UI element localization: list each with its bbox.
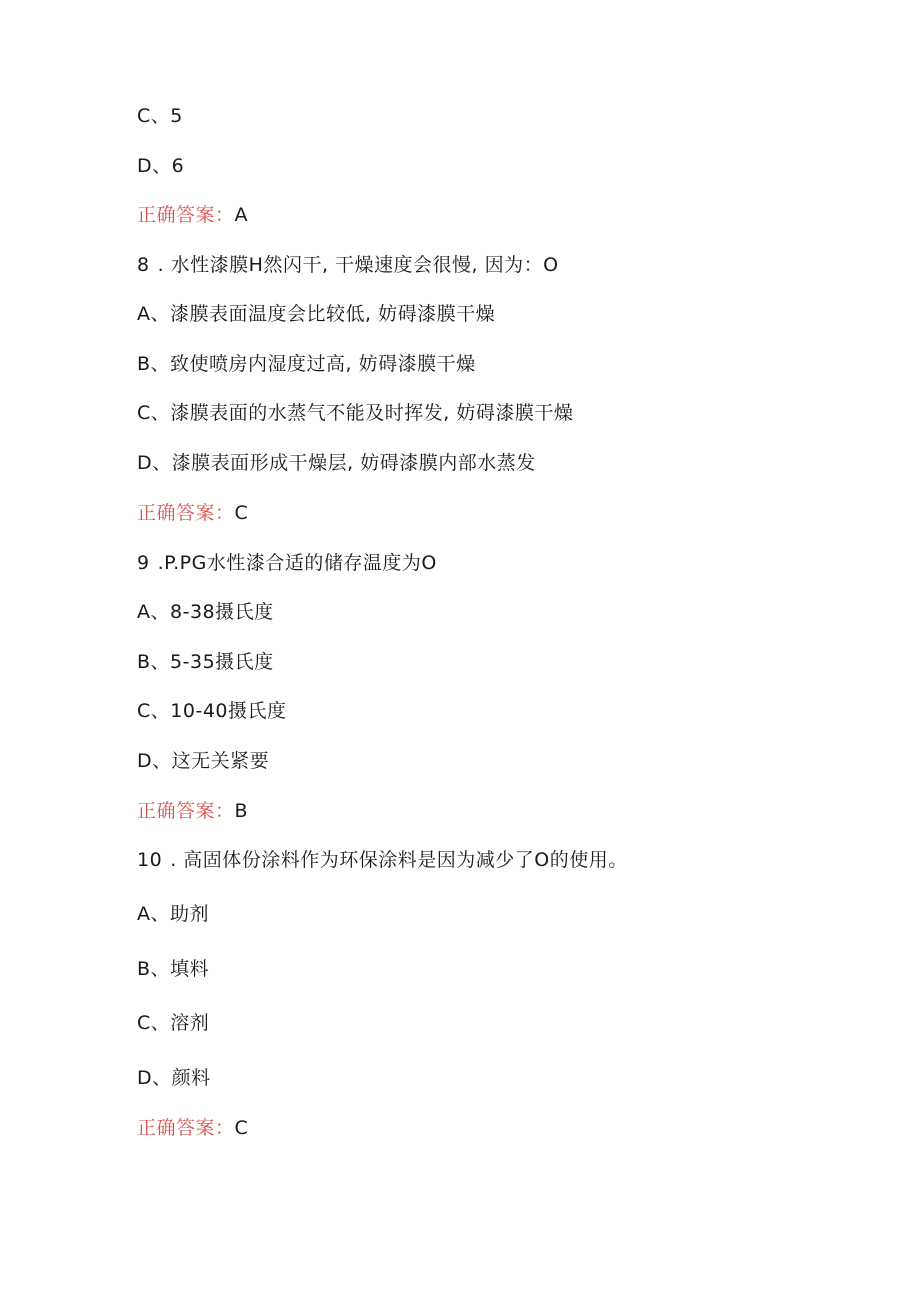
option-letter: D、 — [137, 1067, 172, 1089]
option-text: 这无关紧要 — [171, 750, 270, 772]
option-text: 填料 — [170, 958, 210, 980]
option-letter: B、 — [137, 353, 171, 375]
option-letter: A、 — [137, 303, 170, 325]
answer-value: A — [234, 204, 249, 226]
option-letter: C、 — [137, 402, 171, 424]
q8-option-b — [137, 352, 476, 376]
option-letter: A、 — [137, 601, 170, 623]
q10-option-b — [137, 957, 209, 981]
q10-answer — [137, 1116, 248, 1140]
option-letter: C、 — [137, 1012, 171, 1034]
option-letter: D、 — [137, 155, 172, 177]
question-number: 10 — [137, 849, 163, 871]
option-text: 致使喷房内湿度过高, 妨碍漆膜干燥 — [170, 353, 476, 375]
option-letter: A、 — [137, 903, 170, 925]
option-text: 漆膜表面的水蒸气不能及时挥发, 妨碍漆膜干燥 — [170, 402, 574, 424]
option-letter: C、 — [137, 700, 171, 722]
q8-option-c — [137, 401, 573, 425]
option-text: 5-35摄氏度 — [170, 651, 274, 673]
option-letter: D、 — [137, 750, 172, 772]
q8-question — [137, 253, 559, 277]
q9-option-a — [137, 600, 274, 624]
q7-option-d — [137, 154, 184, 178]
option-text: 漆膜表面形成干燥层, 妨碍漆膜内部水蒸发 — [171, 452, 536, 474]
q9-option-d — [137, 749, 269, 773]
option-text: 10-40摄氏度 — [170, 700, 287, 722]
option-text: 8-38摄氏度 — [170, 601, 274, 623]
answer-label: 正确答案： — [137, 800, 235, 822]
option-text: 颜料 — [171, 1067, 211, 1089]
q7-answer — [137, 203, 248, 227]
question-text: . 高固体份涂料作为环保涂料是因为减少了O的使用。 — [170, 849, 628, 871]
option-letter: D、 — [137, 452, 172, 474]
q10-question — [137, 848, 628, 872]
answer-label: 正确答案： — [137, 502, 235, 524]
option-text: 6 — [171, 155, 185, 177]
option-text: 5 — [170, 105, 183, 127]
q9-option-b — [137, 650, 274, 674]
question-number: 9 — [137, 552, 150, 574]
question-number: 8 — [137, 254, 150, 276]
q7-option-c — [137, 104, 183, 128]
q8-option-d — [137, 451, 536, 475]
q10-option-d — [137, 1066, 211, 1090]
option-letter: B、 — [137, 958, 171, 980]
q10-option-a — [137, 902, 209, 926]
option-text: 助剂 — [170, 903, 210, 925]
q10-option-c — [137, 1011, 209, 1035]
answer-value: B — [234, 800, 249, 822]
option-letter: C、 — [137, 105, 171, 127]
question-text: .P.PG水性漆合适的储存温度为O — [157, 552, 437, 574]
q8-option-a — [137, 302, 495, 326]
answer-value: C — [234, 502, 249, 524]
option-text: 溶剂 — [170, 1012, 210, 1034]
answer-label: 正确答案： — [137, 204, 235, 226]
q9-question — [137, 551, 437, 575]
option-letter: B、 — [137, 651, 171, 673]
option-text: 漆膜表面温度会比较低, 妨碍漆膜干燥 — [170, 303, 496, 325]
question-text: . 水性漆膜H然闪干, 干燥速度会很慢, 因为：O — [157, 254, 559, 276]
q9-option-c — [137, 699, 287, 723]
q9-answer — [137, 799, 248, 823]
answer-value: C — [234, 1117, 249, 1139]
answer-label: 正确答案： — [137, 1117, 235, 1139]
q8-answer — [137, 501, 248, 525]
